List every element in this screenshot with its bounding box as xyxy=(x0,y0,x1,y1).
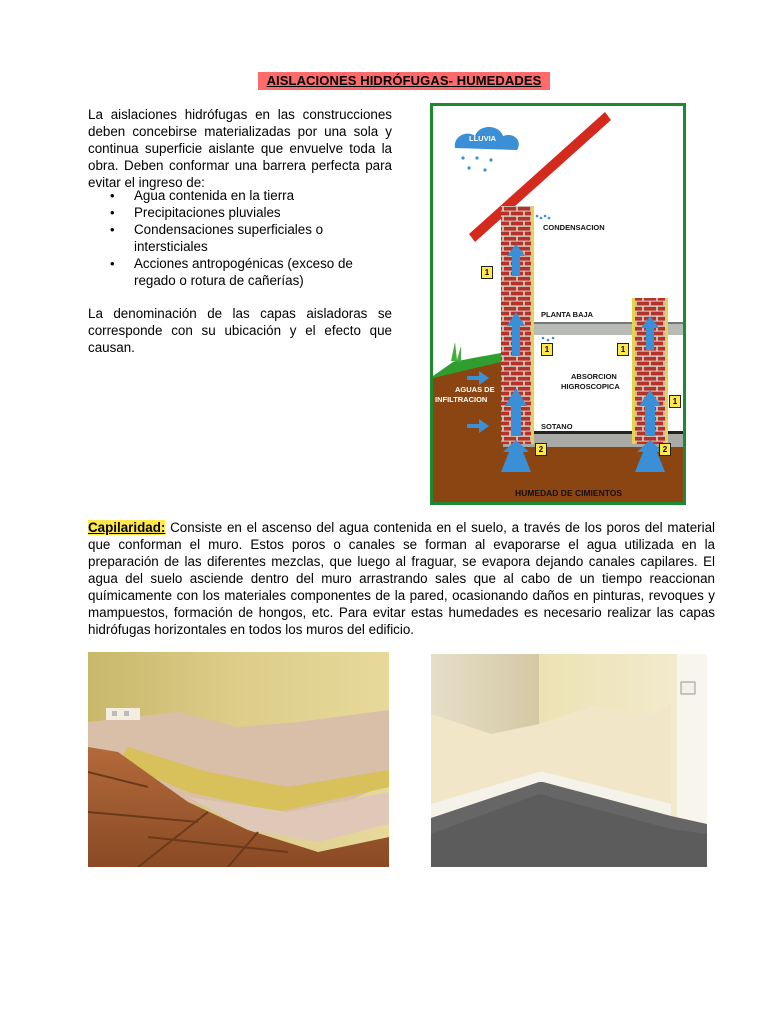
marker-1: 1 xyxy=(617,343,629,356)
label-aguas: AGUAS DE xyxy=(455,385,495,394)
list-item: • Condensaciones superficiales o intersticiales xyxy=(104,221,394,255)
marker-2: 2 xyxy=(535,443,547,456)
capilaridad-text: Consiste en el ascenso del agua contenida en el suelo, a través de los poros del material que conforman el muro. Estos poros o canales se forman al evaporarse el agua utilizada en la preparación de las diferentes mezclas, que luego al fraguar, se evapora dejando canales capilares. El agua del suelo asciende dentro del muro arrastrando sales que al cabo de un tiempo reaccionan químicamente con los materiales componentes de la pared, ocasionando daños en pinturas, revoques y mampuestos, formación de hongos, etc. Para evitar estas humedades es necesario realizar las capas hidrófugas horizontales en todos los muros del edificio. xyxy=(88,520,715,637)
damp-wall-image xyxy=(88,652,389,867)
label-planta-baja: PLANTA BAJA xyxy=(541,310,594,319)
page-title: AISLACIONES HIDRÓFUGAS- HUMEDADES xyxy=(258,72,550,90)
label-infiltracion: INFILTRACION xyxy=(435,395,488,404)
denominacion-paragraph: La denominación de las capas aisladoras se corresponde con su ubicación y el efecto que causan. xyxy=(88,306,392,355)
humidity-diagram xyxy=(430,103,686,505)
marker-1: 1 xyxy=(481,266,493,279)
label-higroscopica: HIGROSCOPICA xyxy=(561,382,620,391)
marker-2: 2 xyxy=(659,443,671,456)
room-corner-photo xyxy=(431,654,707,867)
list-item: • Precipitaciones pluviales xyxy=(104,204,394,221)
intro-paragraph: La aislaciones hidrófugas en las construcciones deben concebirse materializadas por una sola y continua superficie aislante que envuelve toda la obra. Deben conformar una barrera perfecta para evitar el ingreso de: xyxy=(88,107,392,190)
capilaridad-label: Capilaridad: xyxy=(88,520,166,535)
list-item: • Acciones antropogénicas (exceso de regado o rotura de cañerías) xyxy=(104,255,394,289)
label-sotano: SOTANO xyxy=(541,422,573,431)
diagram-drawing xyxy=(433,106,683,502)
capilaridad-paragraph xyxy=(88,519,715,638)
bullet-list xyxy=(104,187,394,289)
room-corner-image xyxy=(431,654,707,867)
label-humedad-cimientos: HUMEDAD DE CIMIENTOS xyxy=(515,488,623,498)
list-item: • Agua contenida en la tierra xyxy=(104,187,394,204)
marker-1: 1 xyxy=(541,343,553,356)
marker-1: 1 xyxy=(669,395,681,408)
label-lluvia: LLUVIA xyxy=(469,134,497,143)
label-absorcion: ABSORCION xyxy=(571,372,617,381)
label-condensacion: CONDENSACION xyxy=(543,223,605,232)
damp-wall-photo xyxy=(88,652,389,867)
